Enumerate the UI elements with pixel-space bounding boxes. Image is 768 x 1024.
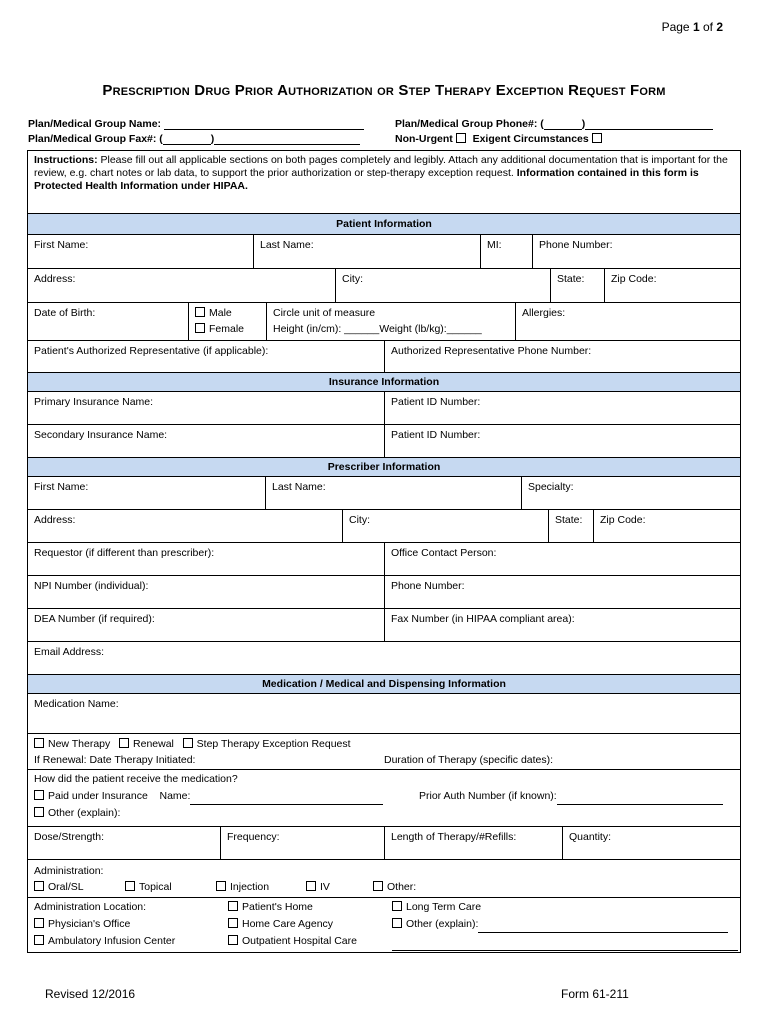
patient-allergies[interactable]: Allergies:: [515, 303, 740, 340]
patient-phone[interactable]: Phone Number:: [532, 235, 740, 268]
patient-name-row: [28, 234, 740, 268]
outpatient-checkbox[interactable]: [228, 935, 238, 945]
authorized-rep[interactable]: Patient's Authorized Representative (if applicable):: [34, 345, 269, 357]
duration-of-therapy[interactable]: Duration of Therapy (specific dates):: [384, 754, 554, 766]
prescriber-zip[interactable]: Zip Code:: [593, 510, 740, 542]
group-fax-field[interactable]: Plan/Medical Group Fax#: ( ): [28, 133, 360, 145]
prescriber-phone[interactable]: Phone Number:: [384, 576, 740, 608]
iv-checkbox[interactable]: [306, 881, 316, 891]
insurance-name-line[interactable]: [190, 793, 383, 805]
home-care-agency-checkbox[interactable]: [228, 918, 238, 928]
form-title: Prescription Drug Prior Authorization or Step Therapy Exception Request Form: [102, 82, 666, 99]
medication-name[interactable]: Medication Name:: [34, 698, 119, 710]
ambulatory-checkbox[interactable]: [34, 935, 44, 945]
patient-mi[interactable]: MI:: [480, 235, 532, 268]
primary-insurance-row: [28, 391, 740, 424]
section-medication: Medication / Medical and Dispensing Information: [28, 674, 740, 693]
authorized-rep-phone[interactable]: Authorized Representative Phone Number:: [384, 341, 740, 372]
prior-auth-number[interactable]: Prior Auth Number (if known):: [419, 788, 723, 805]
urgency-options: Non-Urgent Exigent Circumstances: [395, 133, 606, 145]
other-received-checkbox[interactable]: [34, 807, 44, 817]
prescriber-name-row: [28, 476, 740, 509]
patient-first-name[interactable]: First Name:: [34, 239, 89, 251]
prescriber-address[interactable]: Address:: [34, 514, 76, 526]
dose-strength[interactable]: Dose/Strength:: [34, 831, 105, 843]
patient-dob[interactable]: Date of Birth:: [34, 307, 96, 319]
prescriber-last-name[interactable]: Last Name:: [265, 477, 521, 509]
group-phone-field[interactable]: Plan/Medical Group Phone#: ( ): [395, 118, 713, 130]
patient-address[interactable]: Address:: [34, 273, 76, 285]
patient-city[interactable]: City:: [335, 269, 550, 302]
secondary-insurance-row: [28, 424, 740, 457]
requestor[interactable]: Requestor (if different than prescriber):: [34, 547, 215, 559]
length-of-therapy[interactable]: Length of Therapy/#Refills:: [384, 827, 562, 859]
section-insurance: Insurance Information: [28, 372, 740, 391]
revised-date: Revised 12/2016: [45, 987, 136, 1001]
group-name-field[interactable]: Plan/Medical Group Name:: [28, 118, 364, 130]
patient-rep-row: [28, 340, 740, 372]
email-address[interactable]: Email Address:: [34, 646, 105, 658]
therapy-type: New Therapy Renewal Step Therapy Exception Request If Renewal: Date Therapy Initiated: Duration of Therapy (specific dates):: [34, 738, 554, 766]
section-patient: Patient Information: [28, 213, 740, 234]
male-checkbox[interactable]: [195, 307, 205, 317]
renewal-date[interactable]: If Renewal: Date Therapy Initiated:: [34, 754, 196, 766]
dea-row: [28, 608, 740, 641]
non-urgent-checkbox[interactable]: [456, 133, 466, 143]
paid-insurance-checkbox[interactable]: [34, 790, 44, 800]
physicians-office-checkbox[interactable]: [34, 918, 44, 928]
prescriber-first-name[interactable]: First Name:: [34, 481, 89, 493]
patient-dob-row: [28, 302, 740, 340]
secondary-insurance[interactable]: Secondary Insurance Name:: [34, 429, 168, 441]
exigent-checkbox[interactable]: [592, 133, 602, 143]
admin-location: Administration Location: Patient's Home Long Term Care Physician's Office Home Care Agency Other (explain): Ambulatory Infusion Center Outpatient Hospital Care: [28, 898, 740, 952]
patient-last-name[interactable]: Last Name:: [253, 235, 480, 268]
female-checkbox[interactable]: [195, 323, 205, 333]
topical-checkbox[interactable]: [125, 881, 135, 891]
patient-address-row: [28, 268, 740, 302]
instructions: Instructions: Please fill out all applicable sections on both pages completely and legibly. Attach any additional documentation that is important for the review, e.g. chart notes or lab data, to support the prior authorization or step-therapy exception request. Information contained in this form is Protected Health Information under HIPAA.: [34, 154, 728, 192]
long-term-care-checkbox[interactable]: [392, 901, 402, 911]
administration: Administration: Oral/SL Topical Injection IV Other:: [34, 865, 417, 893]
how-received: How did the patient receive the medication? Paid under Insurance Name: Prior Auth Number (if known): Other (explain):: [28, 770, 740, 826]
office-contact[interactable]: Office Contact Person:: [384, 543, 740, 575]
prescriber-city[interactable]: City:: [342, 510, 548, 542]
form-number: Form 61-211: [561, 987, 629, 1001]
request-form: [27, 150, 741, 953]
primary-patient-id[interactable]: Patient ID Number:: [384, 392, 740, 424]
oral-checkbox[interactable]: [34, 881, 44, 891]
other-location-checkbox[interactable]: [392, 918, 402, 928]
npi-number[interactable]: NPI Number (individual):: [34, 580, 149, 592]
step-therapy-checkbox[interactable]: [183, 738, 193, 748]
therapy-type-row: [28, 733, 740, 769]
page-number: Page 1 of 2: [661, 20, 723, 34]
administration-row: [28, 859, 740, 897]
prescriber-state[interactable]: State:: [548, 510, 593, 542]
new-therapy-checkbox[interactable]: [34, 738, 44, 748]
injection-checkbox[interactable]: [216, 881, 226, 891]
patient-zip[interactable]: Zip Code:: [604, 269, 740, 302]
frequency[interactable]: Frequency:: [220, 827, 384, 859]
instructions-row: [28, 151, 740, 213]
section-prescriber: Prescriber Information: [28, 457, 740, 476]
prescriber-specialty[interactable]: Specialty:: [521, 477, 740, 509]
dose-row: [28, 826, 740, 859]
primary-insurance[interactable]: Primary Insurance Name:: [34, 396, 154, 408]
height-weight[interactable]: Circle unit of measure Height (in/cm): ______Weight (lb/kg):______: [266, 303, 515, 340]
dea-number[interactable]: DEA Number (if required):: [34, 613, 155, 625]
renewal-checkbox[interactable]: [119, 738, 129, 748]
other-admin-checkbox[interactable]: [373, 881, 383, 891]
admin-location-row: [28, 897, 740, 952]
patients-home-checkbox[interactable]: [228, 901, 238, 911]
other-location-line[interactable]: [392, 939, 738, 951]
quantity[interactable]: Quantity:: [562, 827, 740, 859]
how-received-row: [28, 769, 740, 826]
email-row: [28, 641, 740, 674]
npi-row: [28, 575, 740, 608]
prescriber-address-row: [28, 509, 740, 542]
requestor-row: [28, 542, 740, 575]
medication-name-row: [28, 693, 740, 733]
secondary-patient-id[interactable]: Patient ID Number:: [384, 425, 740, 457]
patient-state[interactable]: State:: [550, 269, 604, 302]
prescriber-fax[interactable]: Fax Number (in HIPAA compliant area):: [384, 609, 740, 641]
gender-options: Male Female: [188, 303, 266, 340]
